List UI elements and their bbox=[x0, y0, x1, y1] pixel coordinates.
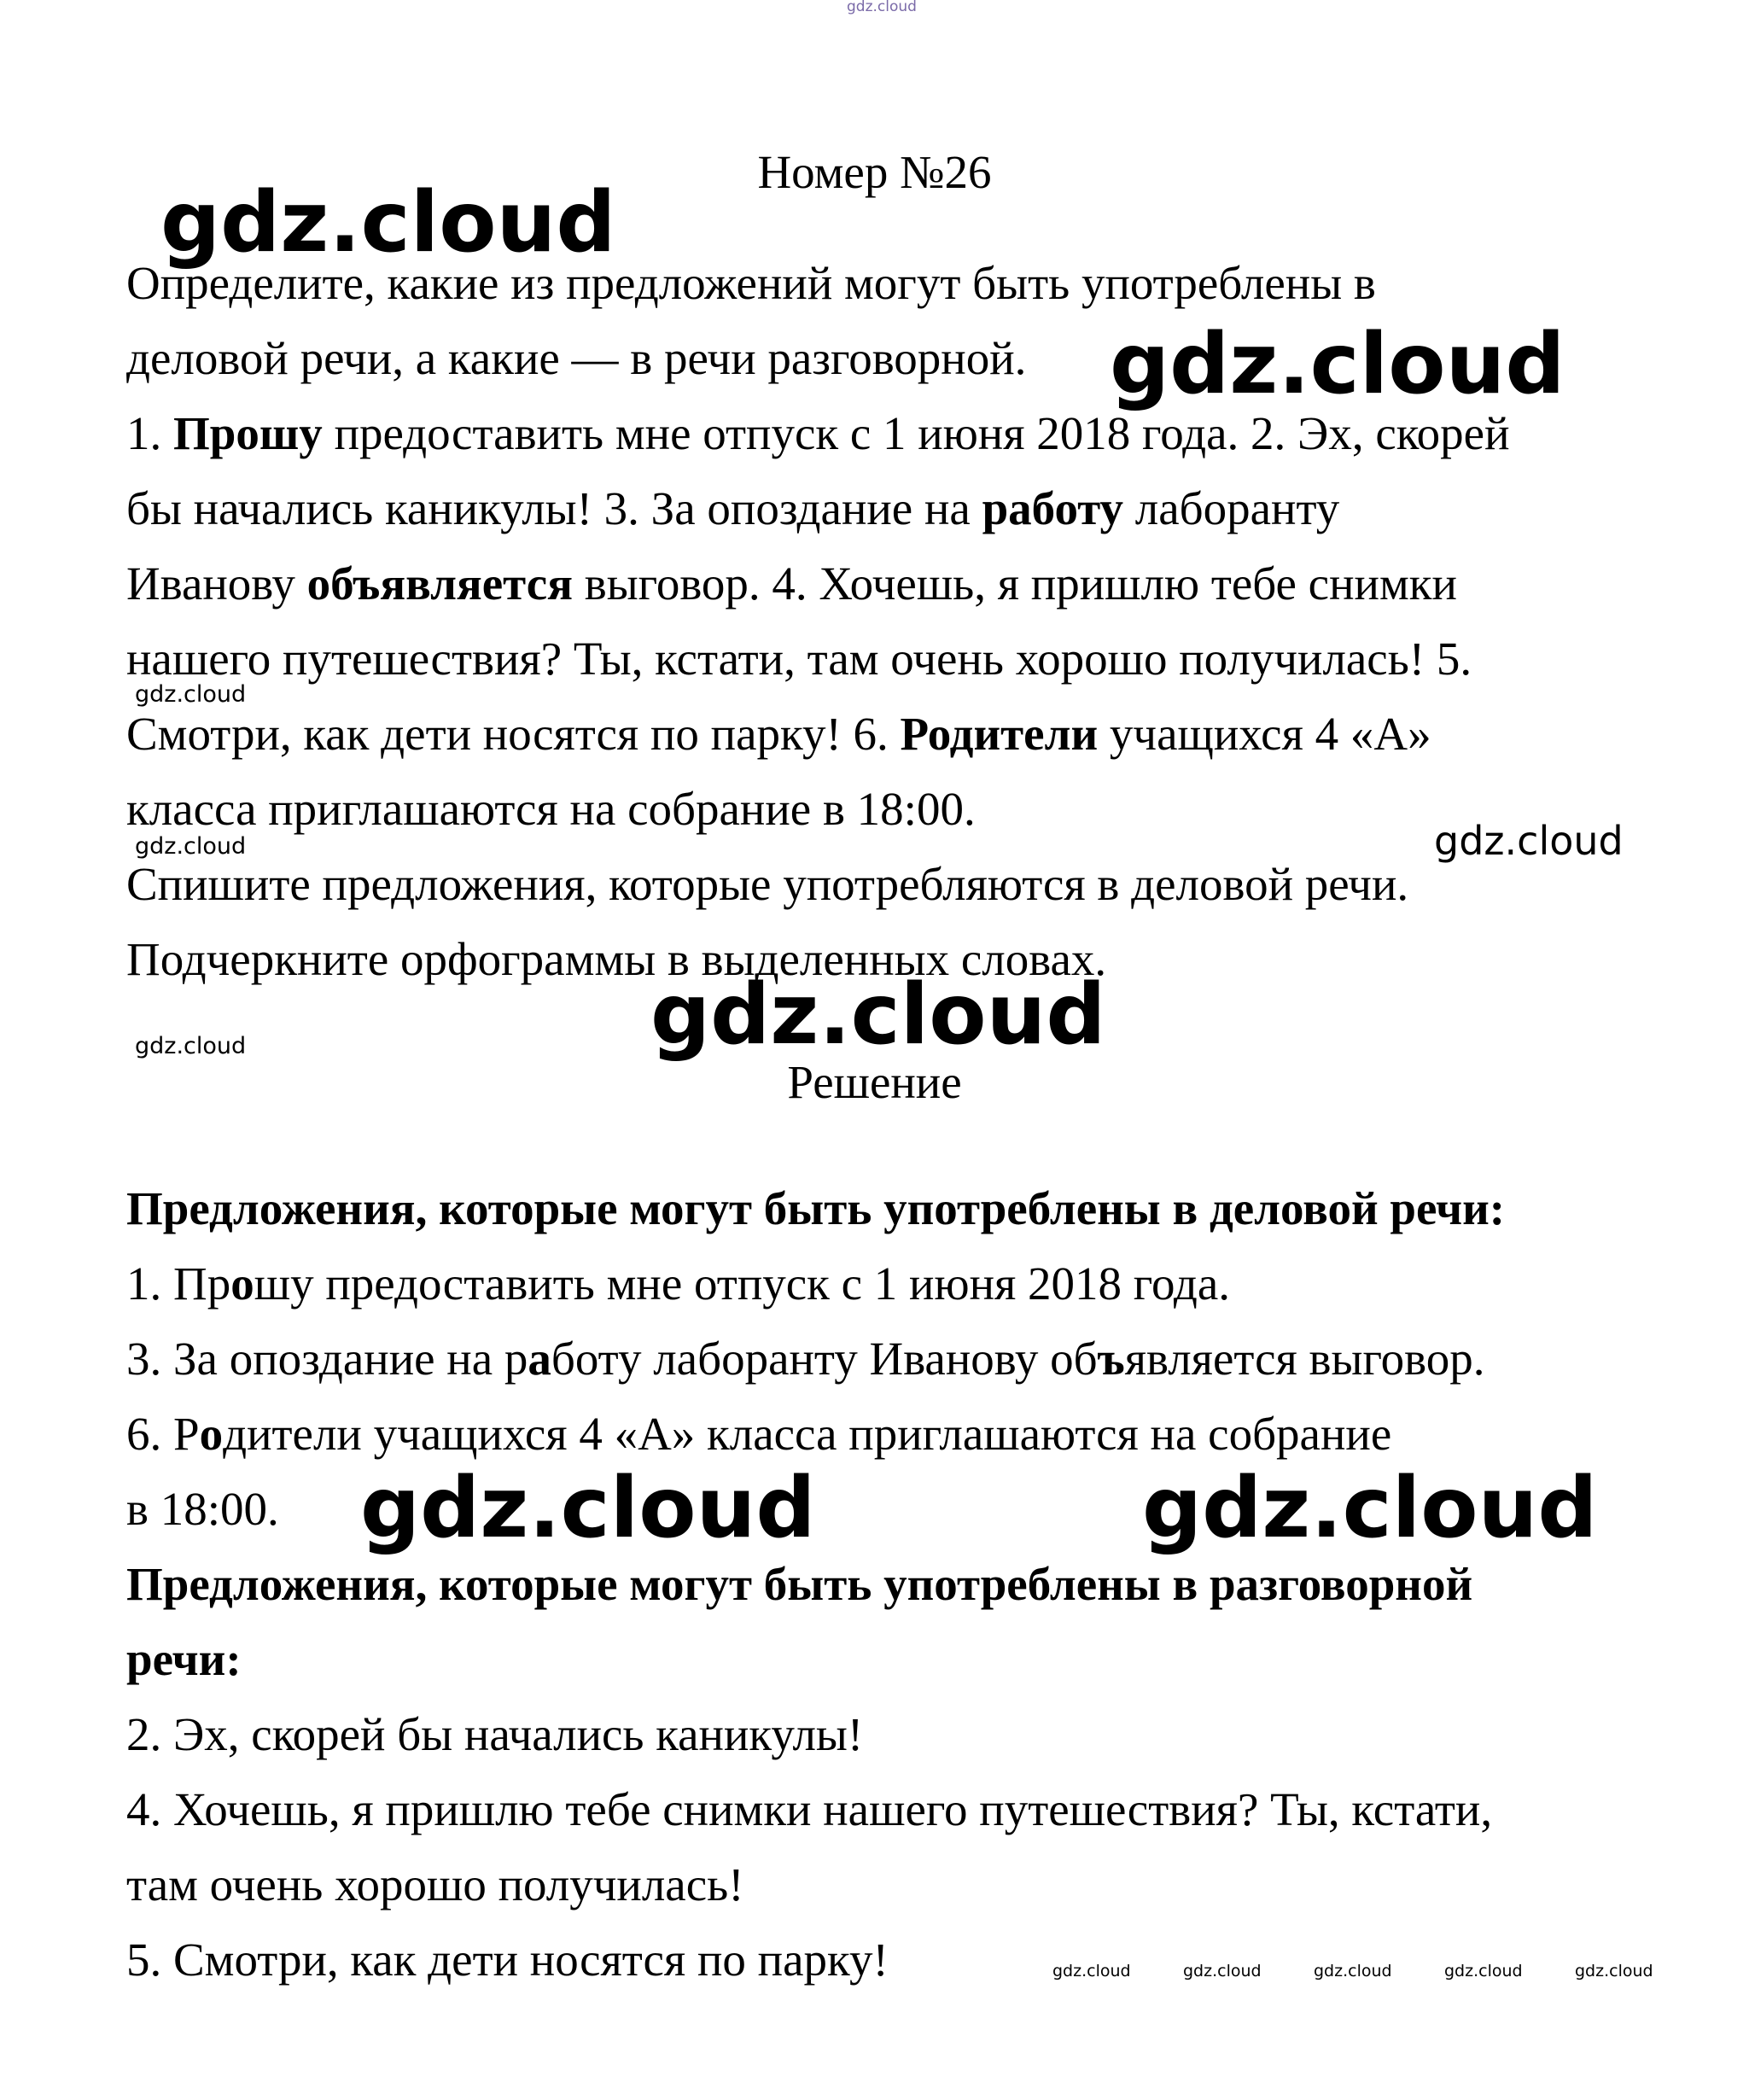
business-speech-heading: Предложения, которые могут быть употреблены в деловой речи: bbox=[126, 1182, 1506, 1234]
task-text-line: бы начались каникулы! 3. За опоздание на работу лаборанту bbox=[126, 482, 1340, 534]
marked-letter: ъ bbox=[1097, 1333, 1125, 1385]
watermark-tiny: gdz.cloud bbox=[1444, 1962, 1523, 1980]
watermark-top: gdz.cloud bbox=[847, 0, 917, 15]
task-text-line: класса приглашаются на собрание в 18:00. bbox=[126, 783, 976, 835]
watermark-small: gdz.cloud bbox=[135, 833, 247, 860]
colloquial-speech-heading: речи: bbox=[126, 1633, 242, 1685]
page-title: Номер №26 bbox=[757, 146, 992, 198]
answer-line: 3. За опоздание на работу лаборанту Иванову объявляется выговор. bbox=[126, 1333, 1485, 1385]
task-instruction: деловой речи, а какие — в речи разговорной. bbox=[126, 332, 1027, 384]
highlighted-word: Родители bbox=[900, 708, 1099, 760]
task-text-line: Смотри, как дети носятся по парку! 6. Родители учащихся 4 «А» bbox=[126, 708, 1431, 760]
highlighted-word: Прошу bbox=[173, 407, 323, 459]
task-instruction: Спишите предложения, которые употребляются в деловой речи. bbox=[126, 858, 1409, 910]
highlighted-word: объявляется bbox=[306, 557, 573, 610]
watermark-large: gdz.cloud bbox=[650, 966, 1106, 1064]
watermark-tiny: gdz.cloud bbox=[1314, 1962, 1392, 1980]
watermark-medium: gdz.cloud bbox=[1434, 818, 1624, 864]
answer-line: 1. Прошу предоставить мне отпуск с 1 июня 2018 года. bbox=[126, 1257, 1231, 1310]
colloquial-speech-heading: Предложения, которые могут быть употреблены в разговорной bbox=[126, 1558, 1473, 1610]
watermark-large: gdz.cloud bbox=[160, 174, 616, 271]
watermark-large: gdz.cloud bbox=[1110, 316, 1565, 413]
answer-line: 5. Смотри, как дети носятся по парку! bbox=[126, 1934, 889, 1986]
watermark-tiny: gdz.cloud bbox=[1183, 1962, 1262, 1980]
watermark-small: gdz.cloud bbox=[135, 681, 247, 708]
highlighted-word: работу bbox=[982, 482, 1124, 534]
watermark-small: gdz.cloud bbox=[135, 1033, 247, 1059]
watermark-tiny: gdz.cloud bbox=[1052, 1962, 1131, 1980]
task-text-line: 1. Прошу предоставить мне отпуск с 1 июня 2018 года. 2. Эх, скорей bbox=[126, 407, 1510, 459]
task-instruction: Определите, какие из предложений могут быть употреблены в bbox=[126, 257, 1376, 309]
answer-line: в 18:00. bbox=[126, 1483, 279, 1535]
task-instruction: Подчеркните орфограммы в выделенных словах. bbox=[126, 933, 1107, 985]
task-text-line: Иванову объявляется выговор. 4. Хочешь, я пришлю тебе снимки bbox=[126, 557, 1457, 610]
watermark-large: gdz.cloud bbox=[360, 1460, 816, 1557]
solution-heading: Решение bbox=[787, 1056, 962, 1108]
marked-letter: о bbox=[199, 1408, 224, 1460]
answer-line: 2. Эх, скорей бы начались каникулы! bbox=[126, 1708, 864, 1760]
marked-letter: о bbox=[230, 1257, 254, 1310]
watermark-large: gdz.cloud bbox=[1142, 1460, 1598, 1557]
watermark-tiny: gdz.cloud bbox=[1575, 1962, 1653, 1980]
answer-line: там очень хорошо получилась! bbox=[126, 1858, 744, 1910]
answer-line: 6. Родители учащихся 4 «А» класса приглашаются на собрание bbox=[126, 1408, 1392, 1460]
marked-letter: а bbox=[528, 1333, 551, 1385]
answer-line: 4. Хочешь, я пришлю тебе снимки нашего путешествия? Ты, кстати, bbox=[126, 1783, 1493, 1835]
task-text-line: нашего путешествия? Ты, кстати, там очень хорошо получилась! 5. bbox=[126, 633, 1472, 685]
